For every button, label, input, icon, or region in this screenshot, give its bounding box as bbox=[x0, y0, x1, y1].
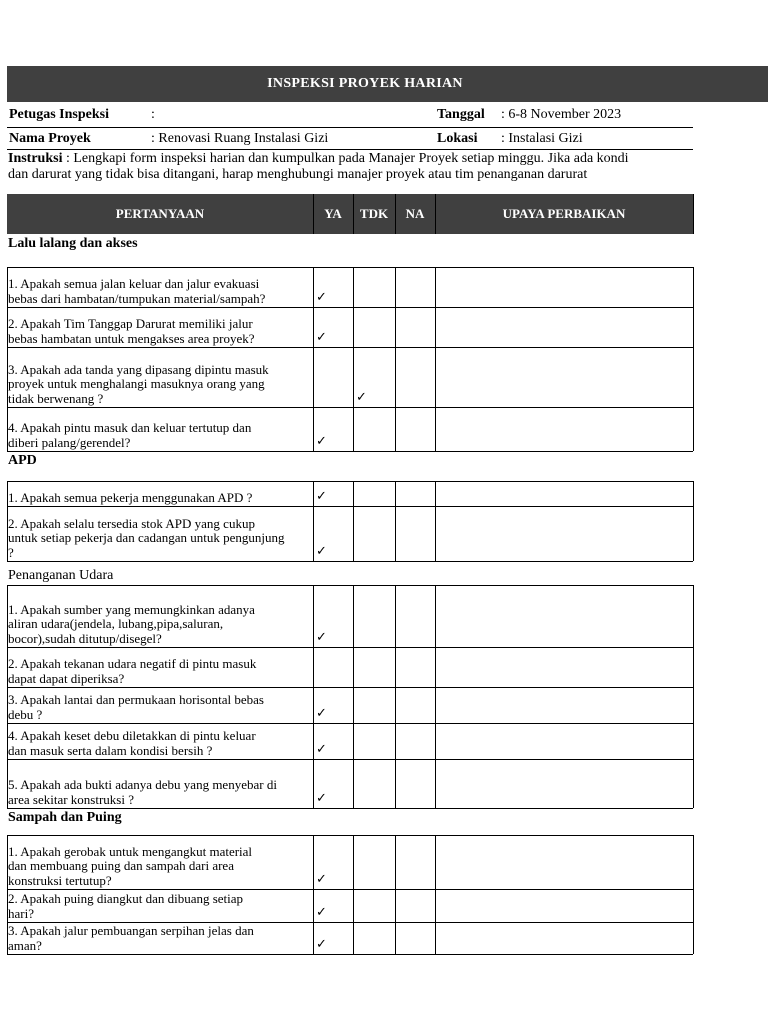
question-text: 2. Apakah puing diangkut dan dibuang setiap hari? bbox=[8, 891, 244, 921]
question-text: 1. Apakah semua jalan keluar dan jalur evakuasi bebas dari hambatan/tumpukan material/sampah? bbox=[8, 276, 266, 306]
col-ya: YA bbox=[313, 194, 353, 234]
question-text: 2. Apakah selalu tersedia stok APD yang cukup untuk setiap pekerja dan cadangan untuk pengunjung ? bbox=[8, 515, 285, 560]
checkmark-icon: ✓ bbox=[316, 742, 327, 757]
section-title: Sampah dan Puing bbox=[8, 810, 122, 825]
question-text: 1. Apakah sumber yang memungkinkan adanya aliran udara(jendela, lubang,pipa,saluran, bocor),sudah ditutup/disegel? bbox=[8, 601, 255, 646]
section-title: Lalu lalang dan akses bbox=[8, 236, 138, 251]
cell-upaya-perbaikan[interactable] bbox=[435, 723, 693, 759]
cell-na[interactable] bbox=[395, 723, 435, 759]
question-text: 2. Apakah tekanan udara negatif di pintu masuk dapat dapat diperiksa? bbox=[8, 656, 257, 686]
cell-upaya-perbaikan[interactable] bbox=[435, 647, 693, 687]
petugas-label: Petugas Inspeksi bbox=[9, 107, 109, 122]
checkmark-icon: ✓ bbox=[316, 706, 327, 721]
cell-upaya-perbaikan[interactable] bbox=[435, 889, 693, 922]
cell-na[interactable] bbox=[395, 687, 435, 723]
cell-upaya-perbaikan[interactable] bbox=[435, 307, 693, 347]
question-text: 3. Apakah ada tanda yang dipasang dipintu masuk proyek untuk menghalangi masuknya orang yang tidak berwenang ? bbox=[8, 361, 269, 406]
cell-tdk[interactable] bbox=[353, 585, 395, 647]
lokasi-label: Lokasi bbox=[437, 131, 478, 146]
question-text: 4. Apakah keset debu diletakkan di pintu keluar dan masuk serta dalam kondisi bersih ? bbox=[8, 728, 256, 758]
checkmark-icon: ✓ bbox=[316, 872, 327, 887]
checkmark-icon: ✓ bbox=[356, 390, 367, 405]
cell-na[interactable] bbox=[395, 267, 435, 307]
instruction-label: Instruksi bbox=[8, 151, 63, 166]
question-text: 3. Apakah lantai dan permukaan horisontal bebas debu ? bbox=[8, 692, 264, 722]
question-text: 1. Apakah semua pekerja menggunakan APD ? bbox=[8, 489, 253, 505]
tanggal-label: Tanggal bbox=[437, 107, 485, 122]
cell-ya[interactable] bbox=[313, 347, 353, 407]
question-text: 3. Apakah jalur pembuangan serpihan jelas dan aman? bbox=[8, 923, 254, 953]
cell-upaya-perbaikan[interactable] bbox=[435, 347, 693, 407]
tanggal-value: : 6-8 November 2023 bbox=[501, 107, 622, 122]
cell-tdk[interactable] bbox=[353, 922, 395, 954]
col-tdk: TDK bbox=[353, 194, 395, 234]
cell-tdk[interactable] bbox=[353, 835, 395, 889]
cell-na[interactable] bbox=[395, 759, 435, 808]
cell-ya[interactable] bbox=[313, 307, 353, 347]
cell-tdk[interactable] bbox=[353, 647, 395, 687]
cell-tdk[interactable] bbox=[353, 723, 395, 759]
checkmark-icon: ✓ bbox=[316, 937, 327, 952]
cell-upaya-perbaikan[interactable] bbox=[435, 481, 693, 506]
cell-ya[interactable] bbox=[313, 759, 353, 808]
cell-ya[interactable] bbox=[313, 506, 353, 561]
section-title: Penanganan Udara bbox=[8, 568, 114, 583]
cell-ya[interactable] bbox=[313, 835, 353, 889]
cell-ya[interactable] bbox=[313, 922, 353, 954]
col-question: PERTANYAAN bbox=[7, 194, 313, 234]
cell-upaya-perbaikan[interactable] bbox=[435, 585, 693, 647]
form-title-text: INSPEKSI PROYEK HARIAN bbox=[267, 76, 463, 91]
cell-na[interactable] bbox=[395, 835, 435, 889]
checkmark-icon: ✓ bbox=[316, 330, 327, 345]
checkmark-icon: ✓ bbox=[316, 544, 327, 559]
proyek-label: Nama Proyek bbox=[9, 131, 91, 146]
instruction-line-1: : Lengkapi form inspeksi harian dan kumpulkan pada Manajer Proyek setiap minggu. Jika ada kondi bbox=[62, 151, 629, 166]
cell-tdk[interactable] bbox=[353, 267, 395, 307]
cell-ya[interactable] bbox=[313, 687, 353, 723]
cell-na[interactable] bbox=[395, 506, 435, 561]
instruction-line-2: dan darurat yang tidak bisa ditangani, harap menghubungi manajer proyek atau tim penanganan darurat bbox=[8, 167, 588, 182]
form-title bbox=[7, 66, 768, 102]
cell-na[interactable] bbox=[395, 481, 435, 506]
cell-tdk[interactable] bbox=[353, 481, 395, 506]
col-na: NA bbox=[395, 194, 435, 234]
cell-ya[interactable] bbox=[313, 889, 353, 922]
checkmark-icon: ✓ bbox=[316, 434, 327, 449]
cell-na[interactable] bbox=[395, 407, 435, 451]
cell-tdk[interactable] bbox=[353, 687, 395, 723]
section-title: APD bbox=[8, 453, 37, 468]
cell-tdk[interactable] bbox=[353, 407, 395, 451]
cell-na[interactable] bbox=[395, 647, 435, 687]
proyek-value: : Renovasi Ruang Instalasi Gizi bbox=[151, 131, 329, 146]
question-text: 5. Apakah ada bukti adanya debu yang menyebar di area sekitar konstruksi ? bbox=[8, 777, 277, 807]
cell-tdk[interactable] bbox=[353, 889, 395, 922]
instruction-block bbox=[8, 151, 693, 183]
cell-na[interactable] bbox=[395, 347, 435, 407]
cell-na[interactable] bbox=[395, 307, 435, 347]
cell-na[interactable] bbox=[395, 585, 435, 647]
cell-na[interactable] bbox=[395, 889, 435, 922]
cell-upaya-perbaikan[interactable] bbox=[435, 835, 693, 889]
petugas-value: : bbox=[151, 107, 155, 122]
cell-ya[interactable] bbox=[313, 723, 353, 759]
checkmark-icon: ✓ bbox=[316, 489, 327, 504]
cell-tdk[interactable] bbox=[353, 506, 395, 561]
checkmark-icon: ✓ bbox=[316, 791, 327, 806]
cell-na[interactable] bbox=[395, 922, 435, 954]
question-text: 4. Apakah pintu masuk dan keluar tertutup dan diberi palang/gerendel? bbox=[8, 420, 252, 450]
cell-ya[interactable] bbox=[313, 407, 353, 451]
cell-upaya-perbaikan[interactable] bbox=[435, 506, 693, 561]
question-text: 2. Apakah Tim Tanggap Darurat memiliki jalur bebas hambatan untuk mengakses area proyek? bbox=[8, 316, 255, 346]
cell-tdk[interactable] bbox=[353, 307, 395, 347]
cell-upaya-perbaikan[interactable] bbox=[435, 267, 693, 307]
lokasi-value: : Instalasi Gizi bbox=[501, 131, 583, 146]
cell-upaya-perbaikan[interactable] bbox=[435, 687, 693, 723]
cell-tdk[interactable] bbox=[353, 759, 395, 808]
cell-tdk[interactable] bbox=[353, 347, 395, 407]
cell-ya[interactable] bbox=[313, 585, 353, 647]
cell-upaya-perbaikan[interactable] bbox=[435, 759, 693, 808]
checkmark-icon: ✓ bbox=[316, 905, 327, 920]
cell-upaya-perbaikan[interactable] bbox=[435, 922, 693, 954]
question-text: 1. Apakah gerobak untuk mengangkut material dan membuang puing dan sampah dari area konstruksi tertutup? bbox=[8, 843, 253, 888]
cell-ya[interactable] bbox=[313, 647, 353, 687]
col-action: UPAYA PERBAIKAN bbox=[435, 194, 693, 234]
checkmark-icon: ✓ bbox=[316, 290, 327, 305]
checkmark-icon: ✓ bbox=[316, 630, 327, 645]
cell-ya[interactable] bbox=[313, 481, 353, 506]
cell-upaya-perbaikan[interactable] bbox=[435, 407, 693, 451]
cell-ya[interactable] bbox=[313, 267, 353, 307]
